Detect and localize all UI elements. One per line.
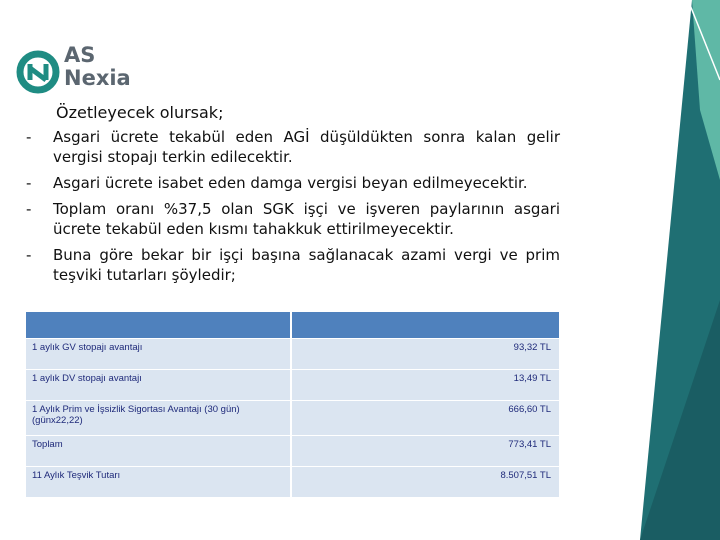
bullet-item bbox=[26, 245, 560, 285]
bullet-dash: - bbox=[26, 174, 32, 192]
row-label: 1 aylık DV stopajı avantajı bbox=[26, 370, 291, 401]
row-value: 13,49 TL bbox=[291, 370, 559, 401]
nexia-logo-icon bbox=[16, 50, 60, 94]
row-label: 1 aylık GV stopajı avantajı bbox=[26, 339, 291, 370]
row-value: 773,41 TL bbox=[291, 436, 559, 467]
bullet-dash: - bbox=[26, 200, 32, 218]
bullet-dash: - bbox=[26, 128, 32, 146]
logo-line-2: Nexia bbox=[64, 66, 131, 90]
bullet-text: Asgari ücrete tekabül eden AGİ düşüldükten sonra kalan gelir vergisi stopajı terkin edilecektir. bbox=[53, 128, 560, 166]
row-label: 1 Aylık Prim ve İşsizlik Sigortası Avantajı (30 gün) (günx22,22) bbox=[26, 401, 291, 436]
table-row bbox=[26, 436, 559, 467]
logo-line-1: AS bbox=[64, 43, 96, 67]
bullet-item bbox=[26, 173, 560, 193]
bullet-text: Buna göre bekar bir işçi başına sağlanacak azami vergi ve prim teşviki tutarları şöyledir; bbox=[53, 246, 560, 284]
row-label: 11 Aylık Teşvik Tutarı bbox=[26, 467, 291, 498]
bullet-item bbox=[26, 127, 560, 167]
bullet-dash: - bbox=[26, 246, 32, 264]
summary-heading: Özetleyecek olursak; bbox=[56, 103, 224, 122]
table-header-cell bbox=[26, 312, 291, 339]
bullet-item bbox=[26, 199, 560, 239]
row-value: 8.507,51 TL bbox=[291, 467, 559, 498]
table-header-cell bbox=[291, 312, 559, 339]
bullet-text: Toplam oranı %37,5 olan SGK işçi ve işveren paylarının asgari ücrete tekabül eden kısmı tahakkuk ettirilmeyecektir. bbox=[53, 200, 560, 238]
table-row bbox=[26, 339, 559, 370]
table-row bbox=[26, 467, 559, 498]
table-row bbox=[26, 401, 559, 436]
edge-decoration bbox=[640, 0, 720, 540]
incentive-table bbox=[26, 312, 559, 497]
row-value: 93,32 TL bbox=[291, 339, 559, 370]
row-label: Toplam bbox=[26, 436, 291, 467]
row-value: 666,60 TL bbox=[291, 401, 559, 436]
summary-bullet-list bbox=[26, 127, 560, 291]
table-header-row bbox=[26, 312, 559, 339]
as-nexia-logo bbox=[16, 44, 136, 96]
table-row bbox=[26, 370, 559, 401]
bullet-text: Asgari ücrete isabet eden damga vergisi beyan edilmeyecektir. bbox=[53, 174, 528, 192]
